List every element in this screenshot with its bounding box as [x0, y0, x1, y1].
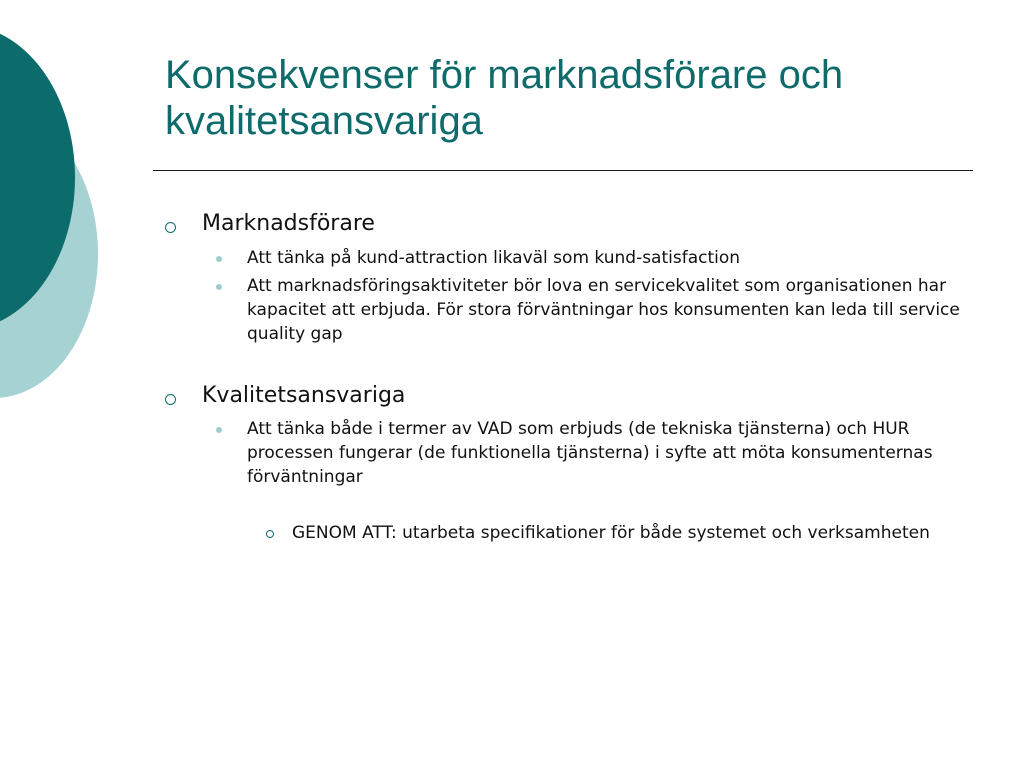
- list-item: Att marknadsföringsaktiviteter bör lova en servicekvalitet som organisationen har kapacitet att erbjuda. För stora förväntningar hos konsumenten kan leda till service quality gap: [247, 276, 960, 344]
- dot-bullet-icon: [216, 284, 222, 290]
- dot-bullet-icon: [216, 427, 222, 433]
- slide-title: Konsekvenser för marknadsförare och kvalitetsansvariga: [165, 53, 844, 143]
- hollow-circle-bullet-icon: [165, 222, 176, 233]
- section-heading-marknadsforare: Marknadsförare: [202, 211, 375, 236]
- hollow-circle-subbullet-icon: [266, 530, 274, 538]
- section-heading-kvalitetsansvariga: Kvalitetsansvariga: [202, 383, 406, 408]
- title-divider: [153, 170, 973, 171]
- dot-bullet-icon: [216, 256, 222, 262]
- list-item: Att tänka på kund-attraction likaväl som kund-satisfaction: [247, 248, 741, 268]
- sub-list-item: GENOM ATT: utarbeta specifikationer för både systemet och verksamheten: [292, 523, 930, 543]
- list-item: Att tänka både i termer av VAD som erbjuds (de tekniska tjänsterna) och HUR processen fungerar (de funktionella tjänsterna) i syfte att möta konsumenternas förväntningar: [247, 419, 933, 487]
- hollow-circle-bullet-icon: [165, 394, 176, 405]
